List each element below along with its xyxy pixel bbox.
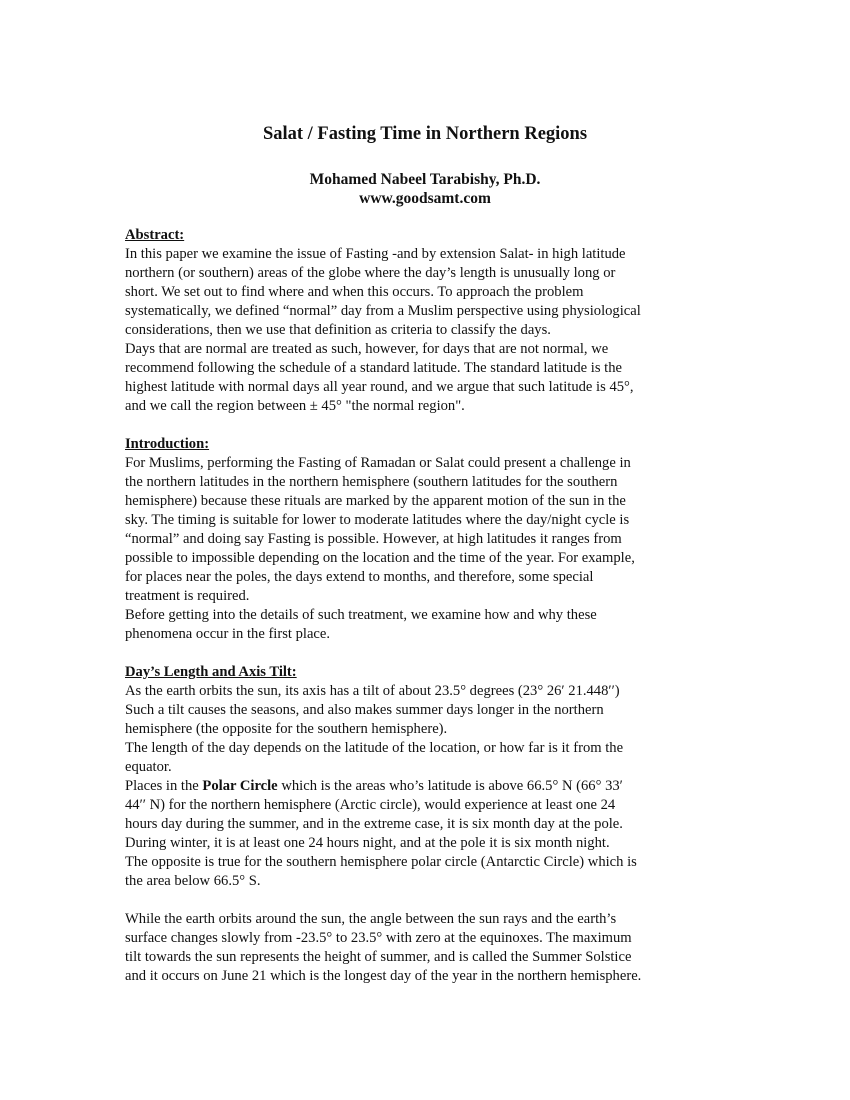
abstract-line: systematically, we defined “normal” day from a Muslim perspective using physiological [125, 303, 641, 319]
abstract-line: and we call the region between ± 45° "the normal region". [125, 398, 465, 414]
axis-tilt-line: hours day during the summer, and in the extreme case, it is six month day at the pole. [125, 816, 623, 832]
introduction-line: “normal” and doing say Fasting is possible. However, at high latitudes it ranges from [125, 531, 622, 547]
abstract-line: short. We set out to find where and when this occurs. To approach the problem [125, 284, 584, 300]
introduction-line: For Muslims, performing the Fasting of Ramadan or Salat could present a challenge in [125, 455, 631, 471]
author-website: www.goodsamt.com [359, 190, 491, 207]
paragraph-spacer [125, 416, 725, 435]
author-name: Mohamed Nabeel Tarabishy, Ph.D. [309, 171, 541, 188]
paragraph-spacer [125, 644, 725, 663]
document-body [125, 226, 725, 986]
axis-tilt-line: While the earth orbits around the sun, the angle between the sun rays and the earth’s [125, 911, 617, 927]
polar-suffix: which is the areas who’s latitude is above 66.5° N (66° 33′ [277, 778, 623, 794]
axis-tilt-line: During winter, it is at least one 24 hours night, and at the pole it is six month night. [125, 835, 610, 851]
polar-prefix: Places in the [125, 778, 203, 794]
document-title: Salat / Fasting Time in Northern Regions [262, 124, 588, 144]
paragraph-spacer [125, 891, 725, 910]
axis-tilt-line: equator. [125, 759, 172, 775]
introduction-line: treatment is required. [125, 588, 250, 604]
axis-tilt-line: tilt towards the sun represents the height of summer, and is called the Summer Solstice [125, 949, 632, 965]
axis-tilt-line: the area below 66.5° S. [125, 873, 261, 889]
introduction-line: phenomena occur in the first place. [125, 626, 331, 642]
introduction-line: Before getting into the details of such treatment, we examine how and why these [125, 607, 597, 623]
axis-tilt-line: As the earth orbits the sun, its axis has a tilt of about 23.5° degrees (23° 26′ 21.448′′) [125, 683, 620, 699]
abstract-line: considerations, then we use that definition as criteria to classify the days. [125, 322, 551, 338]
introduction-line: possible to impossible depending on the location and the time of the year. For example, [125, 550, 635, 566]
abstract-line: highest latitude with normal days all year round, and we argue that such latitude is 45°, [125, 379, 634, 395]
introduction-line: sky. The timing is suitable for lower to moderate latitudes where the day/night cycle is [125, 512, 630, 528]
introduction-line: the northern latitudes in the northern hemisphere (southern latitudes for the southern [125, 474, 618, 490]
polar-circle-line [125, 777, 725, 796]
introduction-line: hemisphere) because these rituals are marked by the apparent motion of the sun in the [125, 493, 626, 509]
axis-tilt-line: and it occurs on June 21 which is the longest day of the year in the northern hemisphere. [125, 968, 642, 984]
polar-circle-term: Polar Circle [202, 778, 278, 794]
axis-tilt-line: surface changes slowly from -23.5° to 23.5° with zero at the equinoxes. The maximum [125, 930, 632, 946]
axis-tilt-line: hemisphere (the opposite for the southern hemisphere). [125, 721, 448, 737]
axis-tilt-line: Such a tilt causes the seasons, and also makes summer days longer in the northern [125, 702, 604, 718]
abstract-line: northern (or southern) areas of the globe where the day’s length is unusually long or [125, 265, 616, 281]
abstract-heading: Abstract: [125, 227, 185, 243]
abstract-line: Days that are normal are treated as such, however, for days that are not normal, we [125, 341, 609, 357]
axis-tilt-line: 44′′ N) for the northern hemisphere (Arctic circle), would experience at least one 24 [125, 797, 616, 813]
abstract-line: In this paper we examine the issue of Fasting -and by extension Salat- in high latitude [125, 246, 626, 262]
axis-tilt-line: The opposite is true for the southern hemisphere polar circle (Antarctic Circle) which is [125, 854, 637, 870]
introduction-line: for places near the poles, the days extend to months, and therefore, some special [125, 569, 594, 585]
abstract-line: recommend following the schedule of a standard latitude. The standard latitude is the [125, 360, 622, 376]
axis-tilt-heading: Day’s Length and Axis Tilt: [125, 664, 297, 680]
axis-tilt-line: The length of the day depends on the latitude of the location, or how far is it from the [125, 740, 624, 756]
introduction-heading: Introduction: [125, 436, 210, 452]
